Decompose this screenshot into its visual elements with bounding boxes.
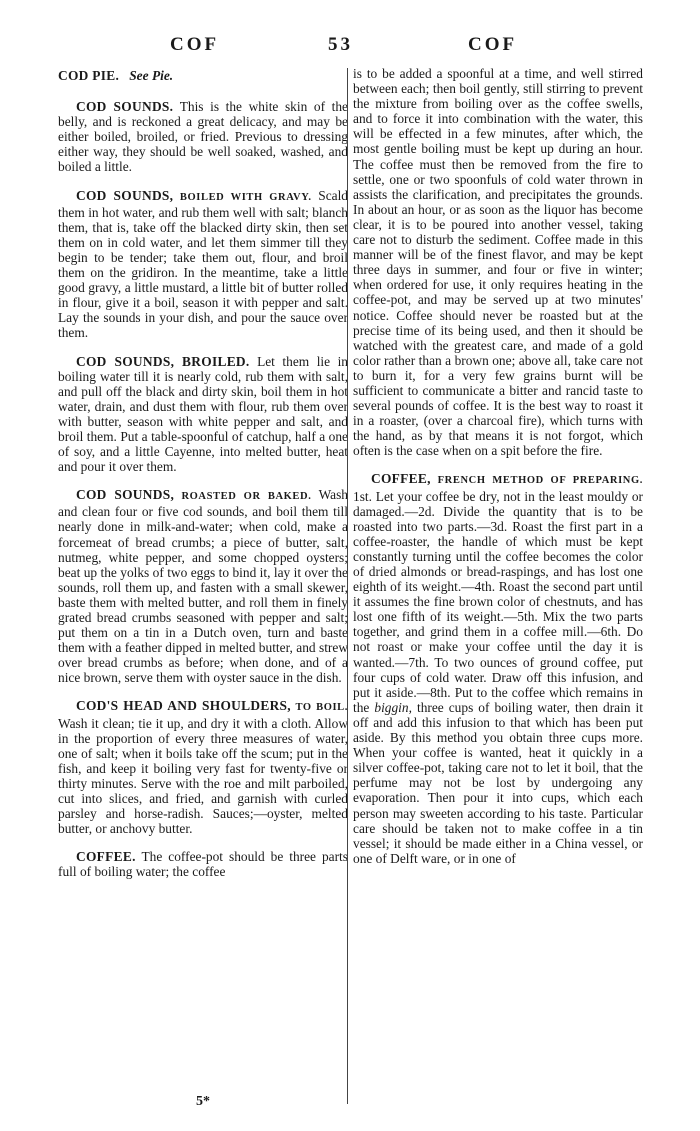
subhead: FRENCH METHOD OF PREPARING.: [437, 475, 643, 487]
subhead: TO BOIL.: [295, 702, 349, 714]
signature-mark: 5*: [196, 1094, 210, 1109]
subhead: ROASTED OR BAKED.: [181, 491, 312, 503]
running-head: [0, 34, 700, 60]
headword: COD PIE.: [58, 68, 120, 83]
headword: COD'S HEAD AND SHOULDERS,: [76, 698, 291, 714]
entry-cods-head-and-shoulders: [58, 698, 348, 836]
running-head-right: COF: [468, 34, 518, 55]
subhead: BOILED WITH GRAVY.: [179, 191, 312, 203]
headword: COD SOUNDS, BROILED.: [76, 353, 250, 369]
entry-cod-sounds-roasted-or-baked: [58, 487, 348, 685]
entry-text: Wash and clean four or five cod sounds, and boil them till nearly done in milk-and-water; when cold, make a forcemeat of bread crumbs; a piece of butter, salt, nutmeg, white pepper, and some chopped oysters; beat up the yolks of two eggs to bind it, lay it over the sounds, roll them up, and fasten with a small skewer, baste them with melted butter, and roll them in finely grated bread crumbs seasoned with pepper and salt; put them on a tin in a Dutch oven, turn and baste them with a feather dipped in melted butter, and strew over bread crumbs as before; when done, and of a nice brown, serve them with oyster sauce in the dish.: [58, 487, 348, 686]
entry-text: Let them lie in boiling water till it is nearly cold, rub them with salt, and pull off the black and dirty skin, boil them in hot water, drain, and dust them with flour, rub them over with butter, season with white pepper and salt, and broil them. Put a table-spoonful of catchup, half a one of soy, and a little Cayenne, into melted butter, heat and pour it over them.: [58, 353, 348, 475]
entry-text: The coffee-pot should be three parts full of boiling water; the coffee: [58, 849, 348, 880]
italic-term: biggin,: [374, 699, 412, 715]
headword: COD SOUNDS.: [76, 99, 174, 115]
entry-cod-pie: [58, 68, 348, 83]
entry-text: 1st. Let your coffee be dry, not in the least mouldy or damaged.—2d. Divide the quantity that is to be roasted into two parts.—3d. Roast the first part in a coffee-roaster, the handle of which must be kept constantly turning until the coffee becomes the color of dried almonds or bread-raspings, and has lost one eighth of its weight.—4th. Roast the second part until it assumes the fine brown color of chestnuts, and has lost one fifth of its weight.—5th. Mix the two parts together, and grind them in a coffee mill.—6th. Do not roast or make your coffee until the day it is wanted.—7th. To two ounces of ground coffee, put four cups of cold water. Draw off this infusion, and put it aside.—8th. Put to the coffee which remains in the: [353, 488, 643, 715]
entry-text-continued: three cups of boiling water, then drain it off and add this infusion to that which has been put aside. By this method you obtain three cups more. When your coffee is wanted, heat it quickly in a silver coffee-pot, taking care not to let it boil, that the perfume may not be lost by undergoing any evaporation. Then pour it into cups, which each person may sweeten according to his taste. Particular care should be taken not to make coffee in a tin vessel; it should be made either in a China vessel, or one of Delft ware, or in one of: [353, 699, 643, 866]
entry-cod-sounds-broiled: [58, 354, 348, 475]
page-number: 53: [328, 34, 353, 55]
headword: COD SOUNDS,: [76, 487, 175, 503]
entry-text: This is the white skin of the belly, and is reckoned a great delicacy, and may be either boiled, broiled, or fried. Previous to dressing either way, they should be well soaked, washed, and boiled a little.: [58, 99, 348, 175]
running-head-left: COF: [170, 34, 220, 55]
headword: COFFEE.: [76, 849, 136, 865]
entry-coffee-french-method: [353, 471, 643, 865]
left-column: [58, 68, 348, 893]
entry-coffee-continued: is to be added a spoonful at a time, and well stirred between each; then boil gently, still stirring to prevent the mixture from boiling over as the coffee swells, and to force it into combination with the water, this will be effected in a few minutes, after which, the most gentle boiling must be kept up during an hour. The coffee must then be removed from the fire to settle, one or two spoonfuls of cold water thrown in assists the clarification, and precipitates the grounds. In about an hour, or as soon as the liquor has become clear, it is to be poured into another vessel, taking care not to disturb the sediment. Coffee made in this manner will be of the finest flavor, and may be kept three days in summer, and four or five in winter; when ordered for use, it only requires heating in the coffee-pot, and may be served up at two minutes' notice. Coffee should never be roasted but at the precise time of its being used, and then it should be watched with the greatest care, and made of a gold color rather than a brown one; above all, take care not to burn it, for a very few grains burnt will be sufficient to communicate a bitter and rancid taste to several pounds of coffee. It is the best way to roast it in a roaster, (over a charcoal fire), which turns with the hand, as by that means it is not forgot, which often is the case when on a spit before the fire.: [353, 66, 643, 459]
right-column: [353, 66, 643, 879]
entry-text: Scald them in hot water, and rub them well with salt; blanch them, that is, take off the blacked dirty skin, then set them on in cold water, and let them simmer till they begin to be tender; take them out, flour, and broil them on the gridiron. In the meantime, take a little good gravy, a little mustard, a little bit of butter rolled in flour, give it a boil, season it with pepper and salt. Lay the sounds in your dish, and pour the sauce over them.: [58, 187, 348, 341]
cross-reference-target: Pie.: [151, 68, 174, 83]
headword: COFFEE,: [371, 471, 431, 487]
cross-reference-label: See: [129, 68, 149, 83]
entry-coffee: [58, 849, 348, 879]
column-rule: [347, 68, 348, 1104]
headword: COD SOUNDS,: [76, 187, 174, 203]
entry-text: Wash it clean; tie it up, and dry it with a cloth. Allow in the proportion of every three measures of water, one of salt; when it boils take off the scum; put in the fish, and keep it boiling very fast for twenty-five or thirty minutes. Serve with the roe and milt parboiled, cut into slices, and fried, and garnish with curled parsley and horse-radish. Sauces;—oyster, melted butter, or anchovy butter.: [58, 715, 348, 837]
entry-cod-sounds: [58, 99, 348, 174]
entry-cod-sounds-boiled-with-gravy: [58, 188, 348, 341]
